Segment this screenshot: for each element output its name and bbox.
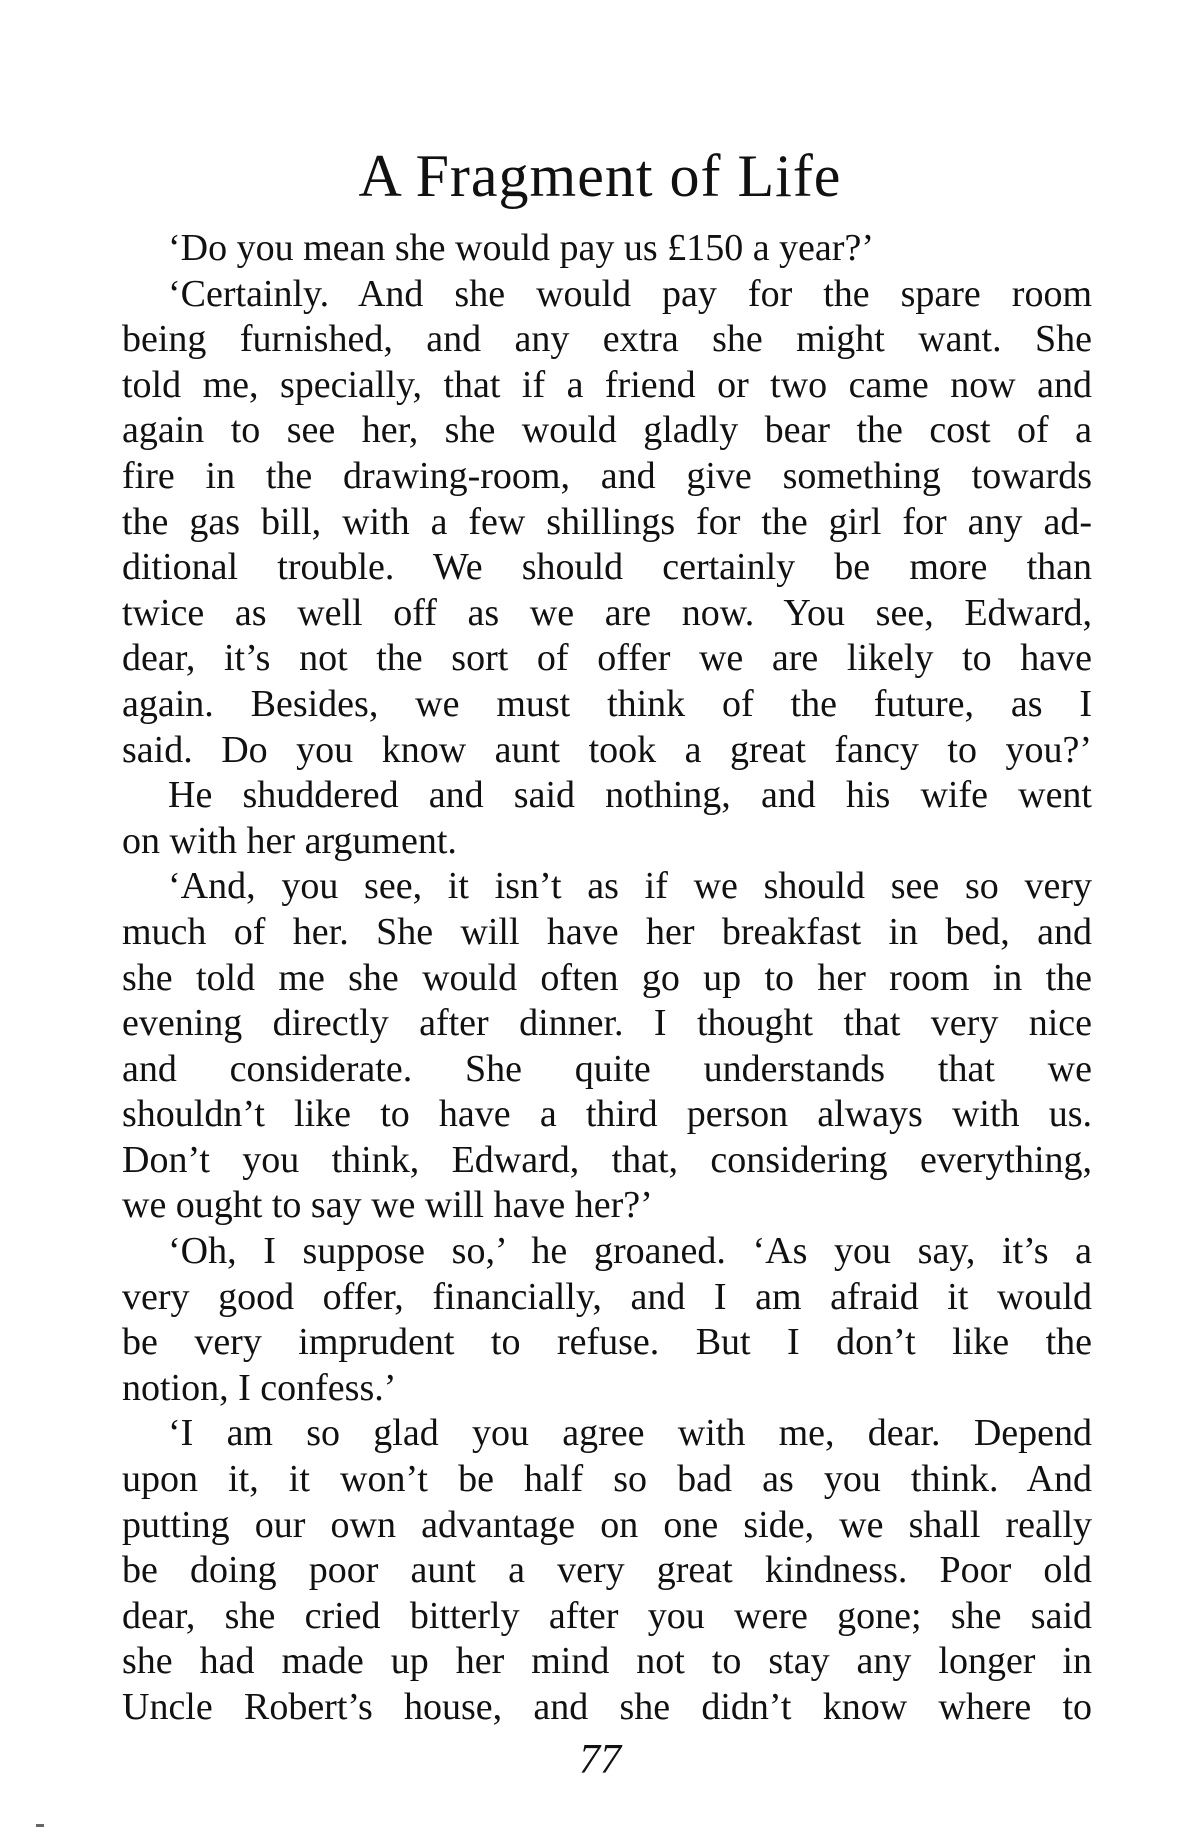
text-line: she told me she would often go up to her room in the — [122, 956, 1092, 999]
body-text — [122, 226, 1092, 1731]
text-line: the gas bill, with a few shillings for the girl for any ad- — [122, 500, 1092, 543]
text-line: be very imprudent to refuse. But I don’t like the — [122, 1321, 1092, 1364]
text-line: very good offer, financially, and I am afraid it would — [122, 1275, 1092, 1318]
text-line: we ought to say we will have her?’ — [122, 1184, 653, 1227]
text-line: fire in the drawing-room, and give something towards — [122, 454, 1092, 497]
scan-speck — [36, 1824, 44, 1827]
text-line: Uncle Robert’s house, and she didn’t know where to — [122, 1686, 1092, 1728]
text-line: she had made up her mind not to stay any longer in — [122, 1640, 1092, 1683]
text-line: on with her argument. — [122, 819, 457, 862]
text-line: ditional trouble. We should certainly be more than — [122, 546, 1092, 589]
text-line: and considerate. She quite understands that we — [122, 1047, 1092, 1090]
page-number: 77 — [579, 1737, 621, 1783]
text-line: notion, I confess.’ — [122, 1366, 397, 1409]
text-line: again. Besides, we must think of the future, as I — [122, 682, 1092, 725]
text-line: ‘Do you mean she would pay us £150 a year?’ — [168, 227, 874, 269]
text-line: ‘Certainly. And she would pay for the spare room — [168, 272, 1092, 315]
text-line: ‘I am so glad you agree with me, dear. Depend — [168, 1412, 1092, 1455]
text-line: upon it, it won’t be half so bad as you think. And — [122, 1458, 1092, 1501]
text-line: again to see her, she would gladly bear the cost of a — [122, 409, 1092, 452]
text-line: said. Do you know aunt took a great fancy to you?’ — [122, 728, 1092, 771]
text-line: dear, it’s not the sort of offer we are likely to have — [122, 637, 1092, 680]
text-line: Don’t you think, Edward, that, considering everything, — [122, 1138, 1092, 1181]
text-line: ‘And, you see, it isn’t as if we should see so very — [168, 865, 1092, 908]
text-line: shouldn’t like to have a third person always with us. — [122, 1093, 1092, 1136]
text-line: dear, she cried bitterly after you were gone; she said — [122, 1594, 1092, 1637]
text-line: being furnished, and any extra she might want. She — [122, 318, 1092, 361]
text-line: twice as well off as we are now. You see, Edward, — [122, 591, 1092, 634]
text-line: told me, specially, that if a friend or two came now and — [122, 363, 1092, 406]
text-line: ‘Oh, I suppose so,’ he groaned. ‘As you say, it’s a — [168, 1230, 1092, 1273]
text-line: much of her. She will have her breakfast in bed, and — [122, 910, 1092, 953]
text-line: putting our own advantage on one side, we shall really — [122, 1503, 1092, 1546]
text-line: He shuddered and said nothing, and his wife went — [168, 774, 1092, 817]
text-line: be doing poor aunt a very great kindness. Poor old — [122, 1549, 1092, 1592]
text-line: evening directly after dinner. I thought that very nice — [122, 1002, 1092, 1045]
running-title: A Fragment of Life — [358, 143, 842, 209]
